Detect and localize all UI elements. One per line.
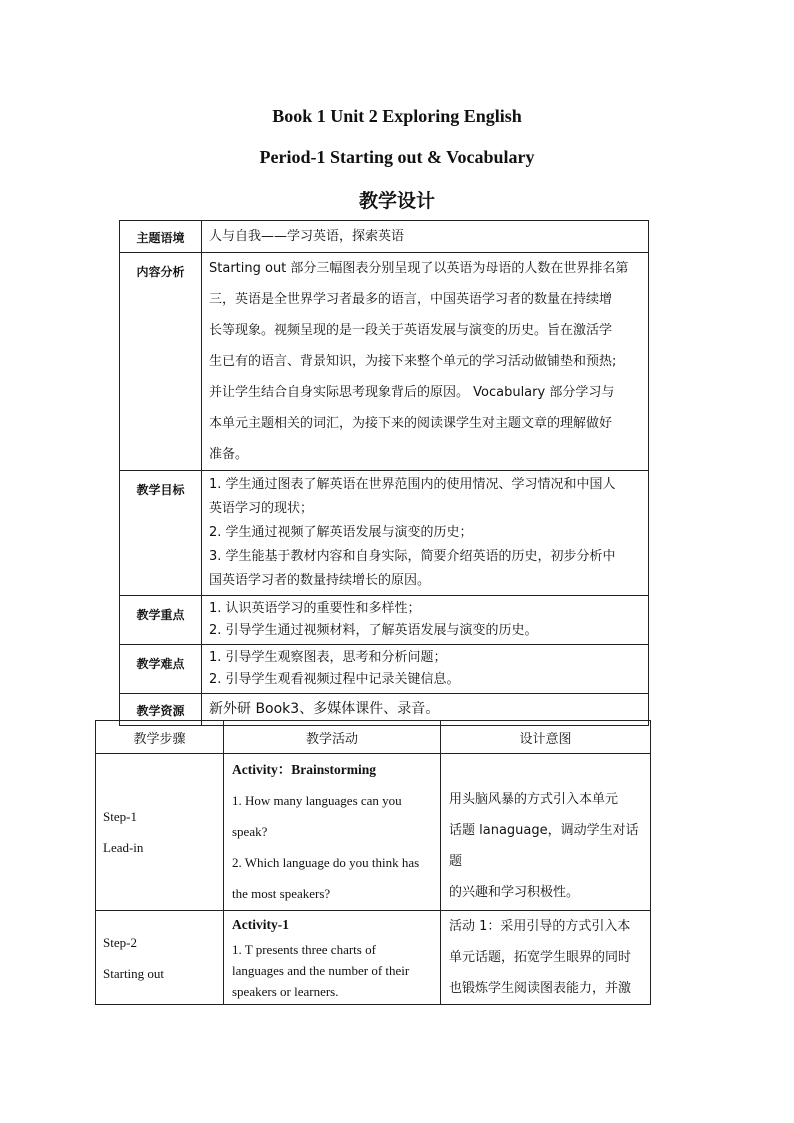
step-number: Step-2: [103, 935, 137, 950]
info-line: 本单元主题相关的词汇，为接下来的阅读课学生对主题文章的理解做好: [209, 416, 613, 431]
info-line: 英语学习的现状；: [209, 501, 314, 516]
activity-line: 2. Which language do you think has: [232, 855, 420, 870]
info-line: 1. 学生通过图表了解英语在世界范围内的使用情况、学习情况和中国人: [209, 477, 616, 492]
info-value: [202, 596, 649, 645]
info-line: 长等现象。视频呈现的是一段关于英语发展与演变的历史。旨在激活学: [209, 323, 613, 338]
activity-title: [224, 754, 440, 785]
info-table: [119, 220, 649, 726]
info-line: 3. 学生能基于教材内容和自身实际，简要介绍英语的历史，初步分析中: [209, 549, 616, 564]
step-row: [96, 754, 651, 911]
activity-line: speakers or learners.: [232, 984, 339, 999]
activity-title-text: Activity-1: [232, 917, 289, 932]
steps-header-row: [96, 721, 651, 754]
design-line: 也锻炼学生阅读图表能力，并激: [449, 981, 632, 996]
info-line: Starting out 部分三幅图表分别呈现了以英语为母语的人数在世界排名第: [209, 261, 629, 276]
info-line: 1. 引导学生观察图表，思考和分析问题；: [209, 650, 447, 665]
activity-title: [224, 911, 440, 939]
info-row-keypoints: [120, 596, 649, 645]
step-row: [96, 911, 651, 1005]
info-row-theme: [120, 221, 649, 253]
info-key: 教学难点: [120, 645, 202, 694]
info-line: 2. 引导学生观看视频过程中记录关键信息。: [209, 672, 460, 687]
activity-title-text: Activity：Brainstorming: [232, 762, 376, 777]
info-key: 教学资源: [120, 694, 202, 726]
step-name: Starting out: [103, 966, 165, 981]
design-line: 单元话题，拓宽学生眼界的同时: [449, 950, 632, 965]
step-name: Lead-in: [103, 840, 144, 855]
activity-line: 1. T presents three charts of: [232, 942, 376, 957]
design-line: 的兴趣和学习积极性。: [449, 885, 580, 900]
header-design: 设计意图: [441, 721, 651, 754]
info-line: 2. 引导学生通过视频材料，了解英语发展与演变的历史。: [209, 623, 538, 638]
info-line: 并让学生结合自身实际思考现象背后的原因。 Vocabulary 部分学习与: [209, 385, 615, 400]
info-value: [202, 471, 649, 596]
step-cell: [96, 754, 224, 911]
info-value: [202, 645, 649, 694]
info-line: 国英语学习者的数量持续增长的原因。: [209, 573, 431, 588]
header-steps: 教学步骤: [96, 721, 224, 754]
design-line: 话题 lanaguage，调动学生对话题: [449, 823, 639, 869]
info-value: [202, 253, 649, 471]
info-line: 准备。: [209, 447, 249, 462]
info-row-content: [120, 253, 649, 471]
info-row-difficulties: [120, 645, 649, 694]
info-line: 2. 学生通过视频了解英语发展与演变的历史；: [209, 525, 473, 540]
activity-line: 1. How many languages can you: [232, 793, 402, 808]
design-line: 活动 1：采用引导的方式引入本: [449, 919, 631, 934]
info-line: 人与自我——学习英语，探索英语: [209, 229, 405, 244]
info-key: 教学重点: [120, 596, 202, 645]
doc-title-line3: 教学设计: [358, 190, 435, 212]
info-line: 1. 认识英语学习的重要性和多样性；: [209, 601, 421, 616]
design-line: 用头脑风暴的方式引入本单元: [449, 792, 619, 807]
steps-table: [95, 720, 651, 1005]
step-number: Step-1: [103, 809, 137, 824]
info-value: [202, 221, 649, 253]
activity-line: languages and the number of their: [232, 963, 410, 978]
design-cell: [441, 911, 651, 1005]
activity-line: the most speakers?: [232, 886, 331, 901]
info-key: 内容分析: [120, 253, 202, 471]
info-line: 三，英语是全世界学习者最多的语言，中国英语学习者的数量在持续增: [209, 292, 613, 307]
doc-title-line1: Book 1 Unit 2 Exploring English: [272, 106, 522, 126]
design-cell: [441, 754, 651, 911]
activity-cell: [224, 754, 441, 911]
info-line: 新外研 Book3、多媒体课件、录音。: [209, 701, 440, 717]
header-activities: 教学活动: [224, 721, 441, 754]
info-line: 生已有的语言、背景知识，为接下来整个单元的学习活动做铺垫和预热;: [209, 354, 617, 369]
info-key: 主题语境: [120, 221, 202, 253]
activity-line: speak?: [232, 824, 268, 839]
info-key: 教学目标: [120, 471, 202, 596]
activity-cell: [224, 911, 441, 1005]
step-cell: [96, 911, 224, 1005]
doc-title-line2: Period-1 Starting out & Vocabulary: [259, 147, 535, 167]
info-row-goals: [120, 471, 649, 596]
